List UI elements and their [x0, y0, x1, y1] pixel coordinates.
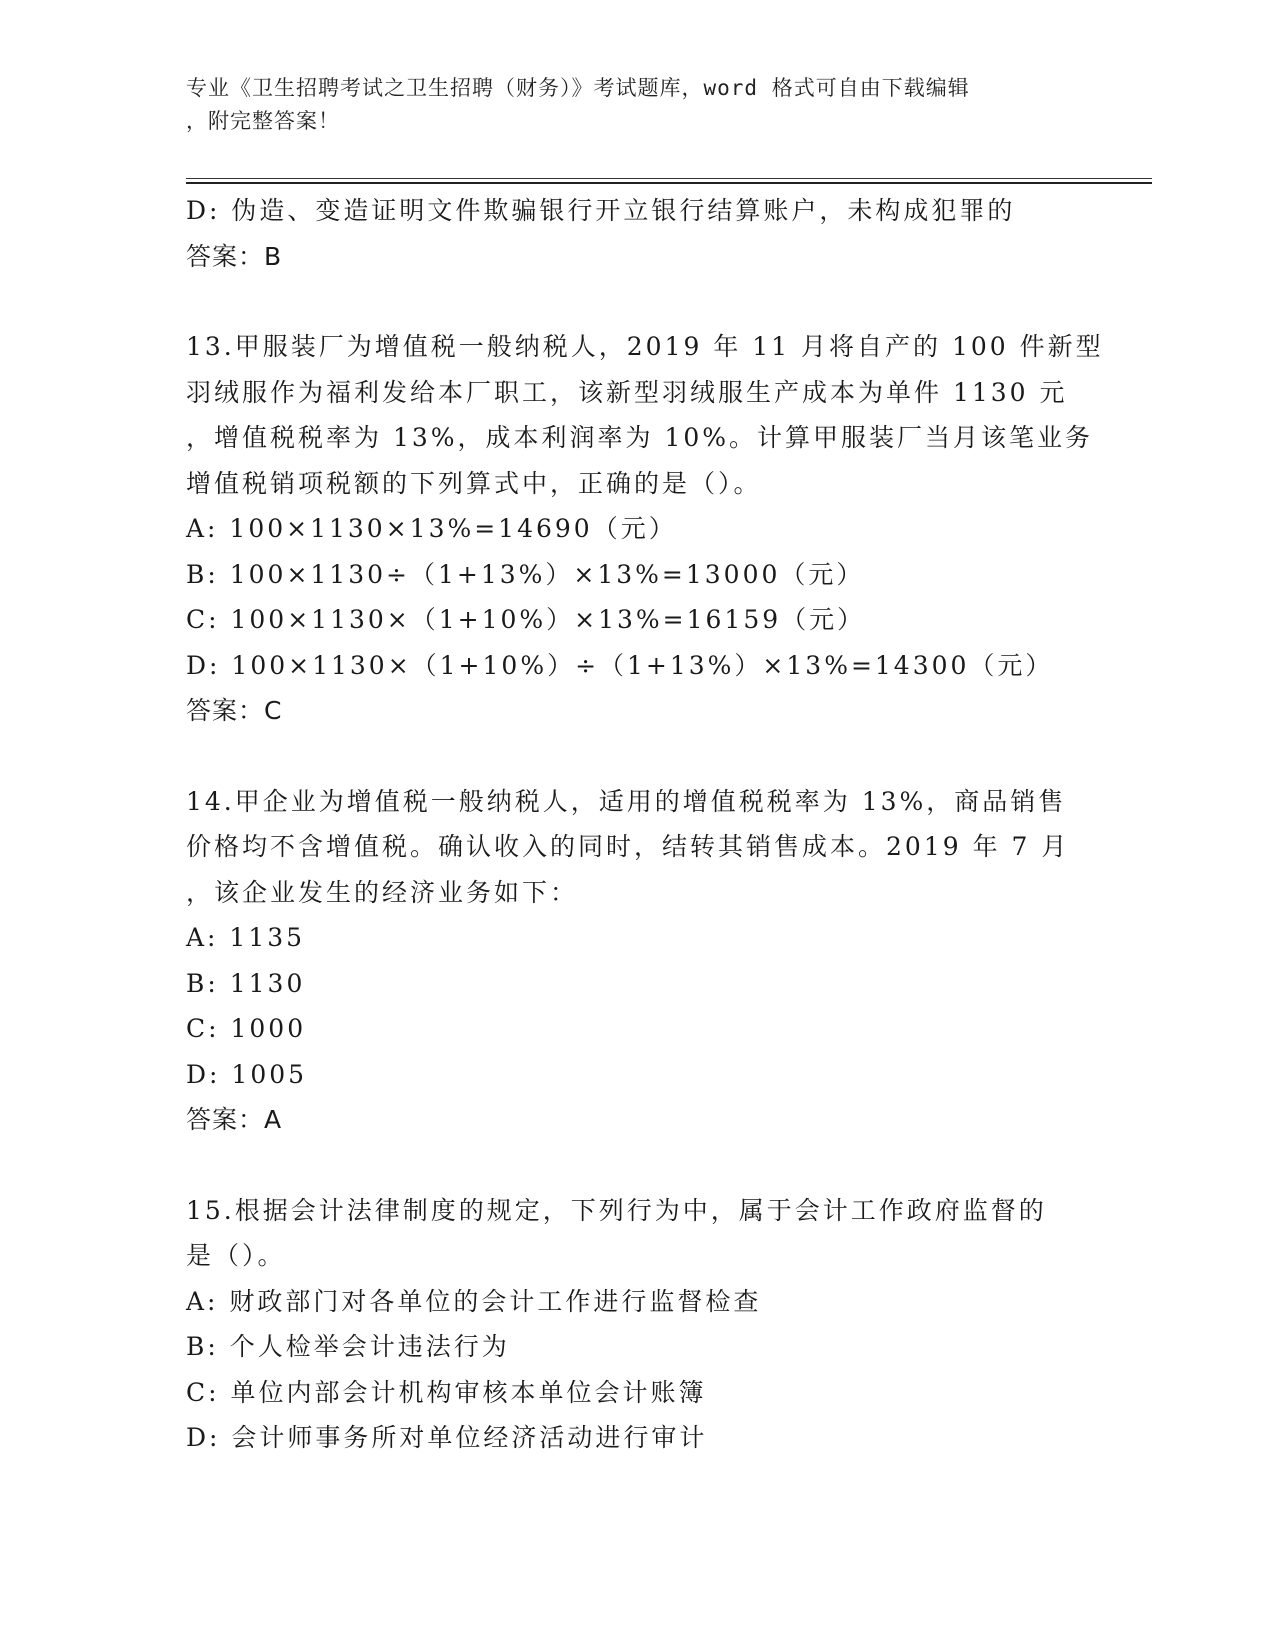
header-divider-thin	[186, 178, 1152, 179]
answer-label: 答案：B	[186, 241, 283, 271]
option-b: B: 1130	[186, 968, 306, 998]
answer-label: 答案：A	[186, 1105, 283, 1134]
option-a: A: 1135	[186, 923, 306, 952]
question-13	[186, 324, 1104, 734]
spacer	[186, 734, 1086, 779]
option-c: C: 单位内部会计机构审核本单位会计账簿	[186, 1377, 707, 1407]
header-line-1: 专业《卫生招聘考试之卫生招聘（财务）》考试题库，word 格式可自由下载编辑	[186, 76, 970, 100]
question-content	[186, 188, 1104, 1461]
option-b: B: 100×1130÷（1+13%）×13%=13000（元）	[186, 559, 865, 589]
option-d: D: 100×1130×（1+10%）÷（1+13%）×13%=14300（元）	[186, 650, 1054, 680]
option-a: A: 财政部门对各单位的会计工作进行监督检查	[186, 1286, 762, 1316]
option-d: D: 1005	[186, 1059, 308, 1089]
option-c: C: 1000	[186, 1014, 307, 1043]
question-text-line: 羽绒服作为福利发给本厂职工，该新型羽绒服生产成本为单件 1130 元	[186, 377, 1068, 407]
question-text-line: 价格均不含增值税。确认收入的同时，结转其销售成本。2019 年 7 月	[186, 832, 1070, 861]
question-text-line: 是（）。	[186, 1241, 286, 1270]
spacer	[186, 1143, 1086, 1188]
option-d: D: 会计师事务所对单位经济活动进行审计	[186, 1423, 708, 1452]
option-c: C: 100×1130×（1+10%）×13%=16159（元）	[186, 605, 866, 634]
question-text-line: 15.根据会计法律制度的规定，下列行为中，属于会计工作政府监督的	[186, 1195, 1047, 1225]
page-header	[186, 72, 1066, 138]
header-divider-thick	[186, 182, 1152, 184]
question-12-tail	[186, 188, 1086, 279]
question-text-line: 增值税销项税额的下列算式中，正确的是（）。	[186, 468, 762, 498]
question-15	[186, 1188, 1086, 1461]
question-text-line: ，该企业发生的经济业务如下：	[186, 877, 579, 907]
option-a: A: 100×1130×13%=14690（元）	[186, 514, 677, 543]
answer-label: 答案：C	[186, 696, 283, 725]
question-text-line: 14.甲企业为增值税一般纳税人，适用的增值税税率为 13%，商品销售	[186, 786, 1067, 816]
question-text-line: ，增值税税率为 13%，成本利润率为 10%。计算甲服装厂当月该笔业务	[186, 423, 1094, 452]
header-line-2: ，附完整答案！	[186, 109, 340, 133]
option-d: D: 伪造、变造证明文件欺骗银行开立银行结算账户，未构成犯罪的	[186, 196, 1016, 225]
question-text-line: 13.甲服装厂为增值税一般纳税人，2019 年 11 月将自产的 100 件新型	[186, 332, 1104, 361]
spacer	[186, 279, 1086, 324]
question-14	[186, 779, 1086, 1143]
option-b: B: 个人检举会计违法行为	[186, 1332, 510, 1361]
